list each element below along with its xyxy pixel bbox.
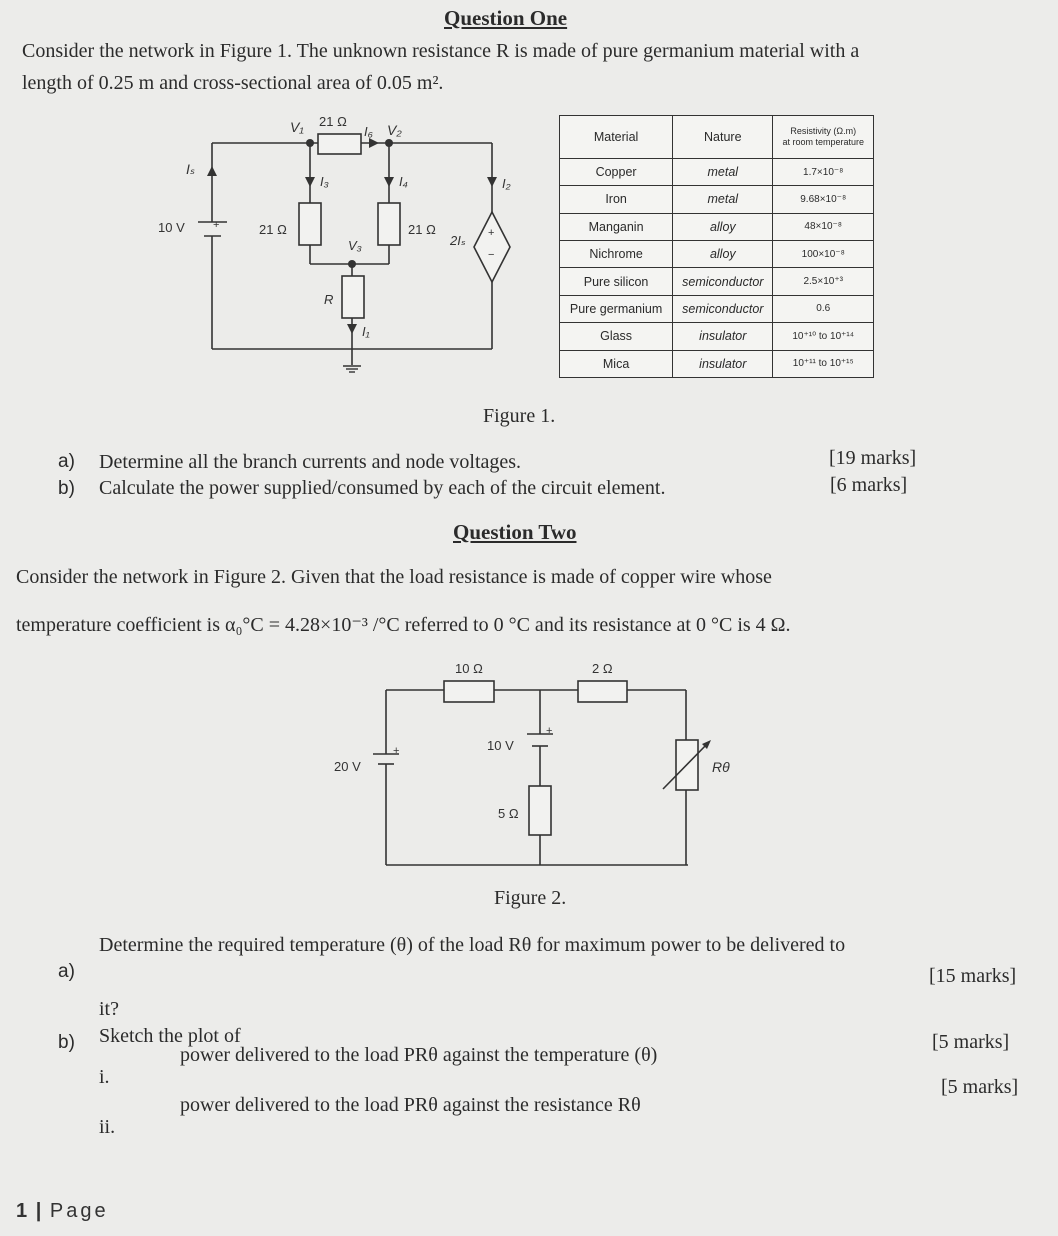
label-v2: V₂: [387, 122, 402, 138]
cell-nature: alloy: [673, 213, 773, 240]
label-r-left: 21 Ω: [259, 222, 287, 237]
table-row: [560, 213, 874, 240]
label-10-ohm: 10 Ω: [455, 661, 483, 676]
question-one-intro-line1: Consider the network in Figure 1. The unknown resistance R is made of pure germanium material with a: [22, 40, 860, 62]
label-5-ohm: 5 Ω: [498, 806, 519, 821]
q1-part-b-label: b): [58, 478, 75, 499]
cell-material: Glass: [560, 323, 673, 350]
header-material: Material: [560, 116, 673, 159]
label-v3: V₃: [348, 238, 362, 253]
cell-material: Manganin: [560, 213, 673, 240]
figure-2-circuit: [320, 650, 740, 880]
q2-part-a-text2: it?: [99, 998, 119, 1020]
label-r-right: 21 Ω: [408, 222, 436, 237]
q1-part-b-marks: [6 marks]: [830, 474, 908, 496]
label-10v-plus: +: [546, 725, 553, 737]
cell-nature: semiconductor: [673, 268, 773, 295]
q2-part-a-marks: [15 marks]: [929, 965, 1017, 987]
arrow-i3-icon: [305, 177, 315, 187]
question-one-intro-line2: length of 0.25 m and cross-sectional area of 0.05 m².: [22, 72, 444, 94]
cell-material: Nichrome: [560, 241, 673, 268]
q1-part-b-text: Calculate the power supplied/consumed by each of the circuit element.: [99, 477, 666, 499]
question-two-intro-line2: temperature coefficient is α₀°C = 4.28×10⁻³ /°C referred to 0 °C and its resistance at 0 °C is 4 Ω.: [16, 614, 791, 636]
label-rtheta: Rθ: [712, 759, 730, 775]
node-v1: [306, 139, 314, 147]
node-v2: [385, 139, 393, 147]
dependent-voltage-source: [474, 212, 510, 282]
figure-1-circuit: [150, 108, 550, 388]
cell-nature: metal: [673, 186, 773, 213]
table-row: [560, 268, 874, 295]
label-i1: I₁: [362, 324, 370, 339]
cell-resistivity: 48×10⁻⁸: [773, 213, 874, 240]
cell-nature: insulator: [673, 323, 773, 350]
table-row: [560, 323, 874, 350]
label-i3: I₃: [320, 174, 329, 189]
question-two-intro-line1: Consider the network in Figure 2. Given that the load resistance is made of copper wire whose: [16, 566, 772, 588]
page-word: Page: [49, 1200, 109, 1222]
header-nature: Nature: [673, 116, 773, 159]
resistivity-table: [559, 115, 874, 378]
q2-subpart-ii-marks: [5 marks]: [941, 1076, 1019, 1098]
label-dep-plus: +: [488, 227, 495, 239]
q2-subpart-i-marks: [5 marks]: [932, 1031, 1010, 1053]
label-v1: V₁: [290, 119, 304, 135]
cell-resistivity: 10⁺¹¹ to 10⁺¹⁵: [773, 350, 874, 377]
q2-subpart-ii-text: power delivered to the load PRθ against the resistance Rθ: [180, 1094, 641, 1116]
resistor-r: [342, 276, 364, 318]
label-2-ohm: 2 Ω: [592, 661, 613, 676]
q1-part-a-text: Determine all the branch currents and node voltages.: [99, 451, 522, 473]
page-footer: [16, 1200, 109, 1223]
cell-material: Copper: [560, 158, 673, 185]
table-row: [560, 295, 874, 322]
node-v3: [348, 260, 356, 268]
figure-2-caption: Figure 2.: [494, 887, 567, 909]
ground-icon: [343, 366, 361, 372]
label-i4: I₄: [399, 174, 408, 189]
q1-part-a-label: a): [58, 451, 75, 472]
table-header-row: [560, 116, 874, 159]
resistor-21-left: [299, 203, 321, 245]
q2-subpart-i-text: power delivered to the load PRθ against the temperature (θ): [180, 1044, 658, 1066]
cell-resistivity: 1.7×10⁻⁸: [773, 158, 874, 185]
label-is: Iₛ: [186, 161, 196, 177]
cell-resistivity: 9.68×10⁻⁸: [773, 186, 874, 213]
question-two-heading: Question Two: [453, 520, 577, 544]
resistor-21-right: [378, 203, 400, 245]
cell-nature: metal: [673, 158, 773, 185]
q2-part-b-text: Sketch the plot of: [99, 1025, 241, 1047]
label-20v-plus: +: [393, 745, 400, 757]
q2-subpart-ii-label: ii.: [99, 1116, 116, 1138]
arrow-i4-icon: [384, 177, 394, 187]
cell-nature: insulator: [673, 350, 773, 377]
resistor-5-ohm: [529, 786, 551, 835]
arrow-i1-icon: [347, 324, 357, 334]
resistor-2-ohm: [578, 681, 627, 702]
table-row: [560, 186, 874, 213]
label-i2: I₂: [502, 176, 511, 191]
page-separator: |: [35, 1200, 42, 1222]
label-source-10v: 10 V: [158, 220, 185, 235]
cell-resistivity: 10⁺¹⁰ to 10⁺¹⁴: [773, 323, 874, 350]
cell-material: Pure silicon: [560, 268, 673, 295]
cell-resistivity: 100×10⁻⁸: [773, 241, 874, 268]
resistor-21-top: [318, 134, 361, 154]
cell-resistivity: 2.5×10⁺³: [773, 268, 874, 295]
question-one-heading: Question One: [444, 6, 568, 30]
arrow-i6-icon: [369, 138, 379, 148]
cell-nature: alloy: [673, 241, 773, 268]
page-number: 1: [16, 1200, 28, 1222]
cell-material: Pure germanium: [560, 295, 673, 322]
arrow-is-icon: [207, 166, 217, 176]
resistor-10-ohm: [444, 681, 494, 702]
q2-part-a-label: a): [58, 961, 75, 982]
label-20v: 20 V: [334, 759, 361, 774]
q2-subpart-i-label: i.: [99, 1066, 110, 1088]
label-dep-minus: −: [488, 249, 495, 261]
label-r-top: 21 Ω: [319, 114, 347, 129]
table-row: [560, 158, 874, 185]
cell-nature: semiconductor: [673, 295, 773, 322]
q1-part-a-marks: [19 marks]: [829, 447, 917, 469]
label-battery-plus: +: [213, 219, 220, 231]
q2-part-b-label: b): [58, 1032, 75, 1053]
figure-1-caption: Figure 1.: [483, 405, 556, 427]
q2-part-a-text: Determine the required temperature (θ) of the load Rθ for maximum power to be delivered to: [99, 934, 846, 956]
arrow-i2-icon: [487, 177, 497, 187]
table-row: [560, 241, 874, 268]
label-10v: 10 V: [487, 738, 514, 753]
cell-material: Iron: [560, 186, 673, 213]
table-row: [560, 350, 874, 377]
header-resistivity: Resistivity (Ω.m) at room temperature: [773, 116, 874, 159]
cell-resistivity: 0.6: [773, 295, 874, 322]
cell-material: Mica: [560, 350, 673, 377]
label-i6: I₆: [364, 124, 373, 139]
label-r: R: [324, 292, 334, 307]
label-dependent-2is: 2Iₛ: [450, 233, 466, 248]
